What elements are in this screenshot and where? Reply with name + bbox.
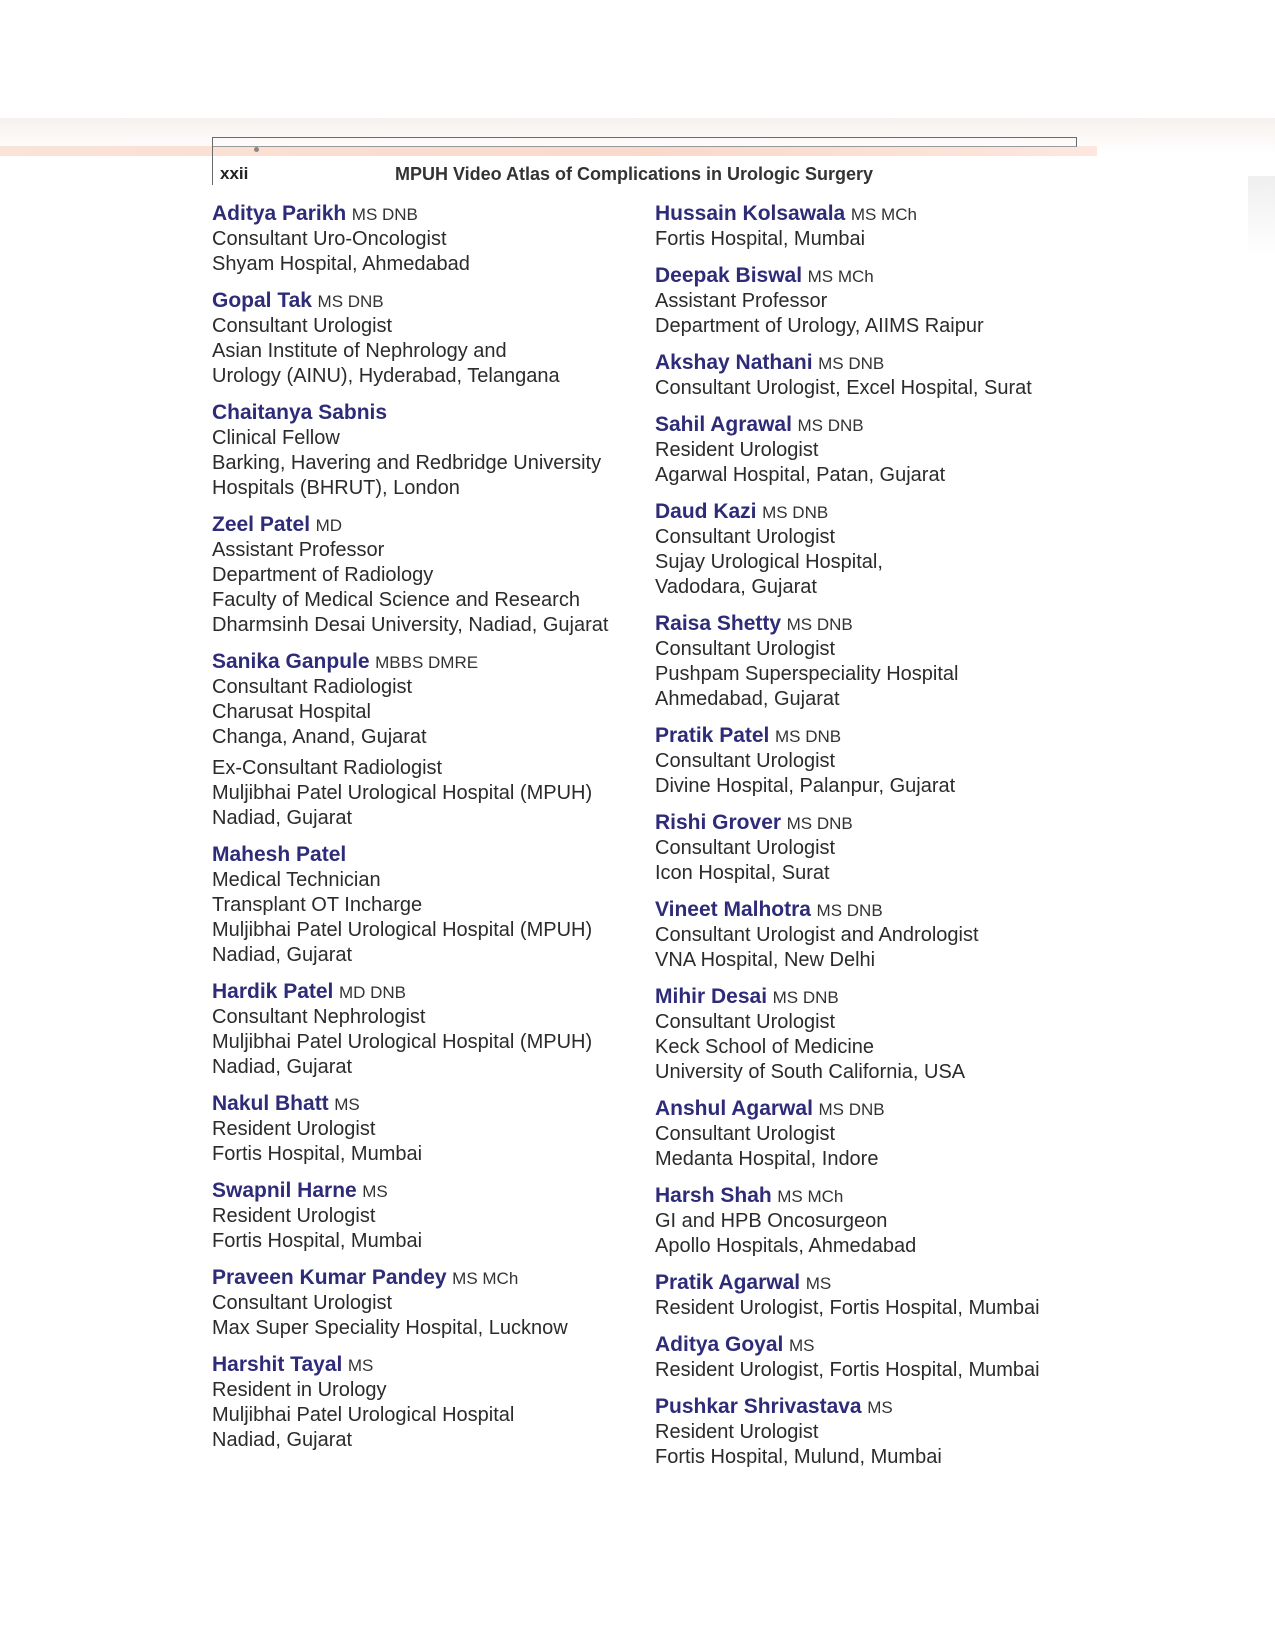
- contributor-affiliation-line: Muljibhai Patel Urological Hospital (MPUH): [212, 782, 593, 804]
- contributor-affiliation-line: Max Super Speciality Hospital, Lucknow: [212, 1317, 568, 1339]
- contributor-degrees: MS DNB: [762, 503, 829, 522]
- contributor-affiliation-line: Consultant Urologist: [212, 1292, 393, 1314]
- contributor-heading: [212, 1178, 632, 1204]
- contributor-heading: [655, 201, 1085, 227]
- contributor-name: Gopal Tak: [212, 289, 312, 312]
- contributor-affiliation-line: Resident Urologist: [212, 1205, 376, 1227]
- contributor-affiliation-line: Charusat Hospital: [212, 701, 371, 723]
- contributor-heading: [212, 288, 632, 314]
- contributor-degrees: MBBS DMRE: [375, 653, 479, 672]
- contributor-entry: [655, 984, 1085, 1085]
- contributor-name: Swapnil Harne: [212, 1179, 357, 1202]
- contributor-affiliation-line: Resident in Urology: [212, 1379, 387, 1401]
- contributor-affiliation-line: Resident Urologist: [212, 1118, 376, 1140]
- contributor-degrees: MD: [315, 516, 343, 535]
- contributor-affiliation-line: Resident Urologist: [655, 1421, 819, 1443]
- contributor-heading: [655, 984, 1085, 1010]
- contributor-affiliation-line: Fortis Hospital, Mulund, Mumbai: [655, 1446, 942, 1468]
- contributor-entry: [655, 499, 1085, 600]
- contributor-affiliation-line: Medical Technician: [212, 869, 381, 891]
- contributor-entry: [212, 1265, 632, 1341]
- contributor-heading: [212, 512, 632, 538]
- contributor-affiliation-line: Assistant Professor: [655, 290, 828, 312]
- contributor-name: Deepak Biswal: [655, 264, 803, 287]
- contributor-affiliation-line: Agarwal Hospital, Patan, Gujarat: [655, 464, 946, 486]
- contributor-entry: [655, 1270, 1085, 1321]
- contributor-entry: [212, 400, 632, 501]
- contributor-heading: [655, 1332, 1085, 1358]
- contributor-entry: [655, 1332, 1085, 1383]
- contributor-degrees: MS MCh: [850, 205, 917, 224]
- contributor-name: Rishi Grover: [655, 811, 782, 834]
- contributor-entry: [655, 412, 1085, 488]
- contributor-entry: [655, 1183, 1085, 1259]
- contributor-affiliation-line: Consultant Urologist: [655, 526, 836, 548]
- contributor-degrees: MS: [788, 1336, 815, 1355]
- contributors-left-column: [212, 201, 632, 1464]
- contributor-name: Pratik Agarwal: [655, 1271, 801, 1294]
- contributor-entry: [655, 723, 1085, 799]
- contributor-affiliation-line: Consultant Urologist: [655, 638, 836, 660]
- contributor-entry: [212, 649, 632, 831]
- contributor-affiliation-line: Divine Hospital, Palanpur, Gujarat: [655, 775, 956, 797]
- contributor-name: Daud Kazi: [655, 500, 757, 523]
- contributor-name: Aditya Goyal: [655, 1333, 784, 1356]
- contributor-affiliation-line: Consultant Urologist: [212, 315, 393, 337]
- contributor-affiliation-line: Hospitals (BHRUT), London: [212, 477, 460, 499]
- contributor-name: Hussain Kolsawala: [655, 202, 846, 225]
- contributor-heading: [655, 499, 1085, 525]
- contributor-affiliation-line: Ex-Consultant Radiologist: [212, 757, 443, 779]
- contributor-name: Pratik Patel: [655, 724, 770, 747]
- contributor-name: Aditya Parikh: [212, 202, 347, 225]
- contributor-name: Mihir Desai: [655, 985, 768, 1008]
- contributor-affiliation-line: Apollo Hospitals, Ahmedabad: [655, 1235, 917, 1257]
- contributor-entry: [655, 350, 1085, 401]
- contributor-name: Sahil Agrawal: [655, 413, 792, 436]
- contributor-entry: [212, 979, 632, 1080]
- contributor-entry: [212, 1352, 632, 1453]
- contributor-degrees: MS DNB: [797, 416, 864, 435]
- contributor-name: Raisa Shetty: [655, 612, 782, 635]
- contributor-affiliation-line: Medanta Hospital, Indore: [655, 1148, 879, 1170]
- contributor-affiliation-line: Consultant Urologist and Andrologist: [655, 924, 979, 946]
- contributor-heading: [212, 201, 632, 227]
- contributor-affiliation-line: Faculty of Medical Science and Research: [212, 589, 580, 611]
- contributor-entry: [212, 512, 632, 638]
- contributor-degrees: MS DNB: [786, 615, 853, 634]
- contributor-affiliation-line: Consultant Uro-Oncologist: [212, 228, 447, 250]
- contributor-degrees: MS DNB: [818, 1100, 885, 1119]
- contributor-degrees: MS MCh: [452, 1269, 519, 1288]
- contributor-affiliation-line: Consultant Urologist: [655, 1011, 836, 1033]
- contributor-heading: [655, 263, 1085, 289]
- contributor-heading: [212, 400, 632, 426]
- contributor-affiliation-line: Asian Institute of Nephrology and: [212, 340, 507, 362]
- contributor-affiliation-line: Resident Urologist: [655, 439, 819, 461]
- contributor-affiliation-line: Shyam Hospital, Ahmedabad: [212, 253, 470, 275]
- contributor-heading: [212, 979, 632, 1005]
- contributor-name: Hardik Patel: [212, 980, 334, 1003]
- contributor-entry: [655, 263, 1085, 339]
- contributor-name: Praveen Kumar Pandey: [212, 1266, 447, 1289]
- contributor-heading: [655, 350, 1085, 376]
- contributor-degrees: MD DNB: [338, 983, 407, 1002]
- contributor-heading: [655, 897, 1085, 923]
- contributor-heading: [655, 1270, 1085, 1296]
- contributor-degrees: MS MCh: [777, 1187, 844, 1206]
- contributor-affiliation-line: GI and HPB Oncosurgeon: [655, 1210, 888, 1232]
- contributor-affiliation-line: Transplant OT Incharge: [212, 894, 423, 916]
- header-frame-dot: [254, 147, 259, 152]
- contributor-affiliation-line: Consultant Urologist, Excel Hospital, Surat: [655, 377, 1032, 399]
- contributor-affiliation-line: Resident Urologist, Fortis Hospital, Mumbai: [655, 1359, 1040, 1381]
- contributor-affiliation-line: Nadiad, Gujarat: [212, 944, 353, 966]
- contributor-affiliation-line: Department of Radiology: [212, 564, 434, 586]
- contributor-affiliation-line: Dharmsinh Desai University, Nadiad, Gujarat: [212, 614, 609, 636]
- contributor-heading: [655, 1096, 1085, 1122]
- contributor-degrees: MS DNB: [317, 292, 384, 311]
- contributor-entry: [655, 611, 1085, 712]
- contributor-name: Vineet Malhotra: [655, 898, 811, 921]
- contributor-entry: [655, 897, 1085, 973]
- contributor-name: Chaitanya Sabnis: [212, 401, 388, 424]
- contributor-degrees: MS DNB: [816, 901, 883, 920]
- contributor-name: Sanika Ganpule: [212, 650, 370, 673]
- contributor-heading: [212, 649, 632, 675]
- contributor-affiliation-line: Urology (AINU), Hyderabad, Telangana: [212, 365, 560, 387]
- contributor-heading: [212, 1265, 632, 1291]
- contributor-affiliation-line: Consultant Nephrologist: [212, 1006, 426, 1028]
- contributor-degrees: MS DNB: [351, 205, 418, 224]
- contributor-affiliation-line: Changa, Anand, Gujarat: [212, 726, 427, 748]
- contributor-affiliation-line: Nadiad, Gujarat: [212, 807, 353, 829]
- contributor-affiliation-line: VNA Hospital, New Delhi: [655, 949, 876, 971]
- contributor-affiliation-line: Icon Hospital, Surat: [655, 862, 830, 884]
- contributor-affiliation-line: Keck School of Medicine: [655, 1036, 875, 1058]
- contributor-affiliation-line: Assistant Professor: [212, 539, 385, 561]
- contributor-heading: [212, 1352, 632, 1378]
- contributor-affiliation-line: Nadiad, Gujarat: [212, 1429, 353, 1451]
- contributor-degrees: MS DNB: [774, 727, 842, 746]
- contributor-degrees: MS: [805, 1274, 832, 1293]
- contributor-heading: [655, 412, 1085, 438]
- contributors-right-column: [655, 201, 1085, 1481]
- page-side-tab: [1248, 176, 1275, 256]
- contributor-affiliation-line: Barking, Havering and Redbridge University: [212, 452, 602, 474]
- contributor-degrees: MS: [362, 1182, 388, 1201]
- contributor-affiliation-line: Pushpam Superspeciality Hospital: [655, 663, 959, 685]
- contributor-degrees: MS MCh: [807, 267, 874, 286]
- contributor-affiliation-line: Muljibhai Patel Urological Hospital: [212, 1404, 515, 1426]
- contributor-affiliation-line: Muljibhai Patel Urological Hospital (MPUH): [212, 919, 593, 941]
- contributor-degrees: MS DNB: [772, 988, 839, 1007]
- contributor-name: Harshit Tayal: [212, 1353, 343, 1376]
- contributor-affiliation-line: University of South California, USA: [655, 1061, 966, 1083]
- contributor-affiliation-line: Resident Urologist, Fortis Hospital, Mumbai: [655, 1297, 1040, 1319]
- contributor-affiliation-line: Ahmedabad, Gujarat: [655, 688, 840, 710]
- contributor-affiliation-line: Consultant Urologist: [655, 1123, 836, 1145]
- contributor-heading: [655, 810, 1085, 836]
- contributor-name: Nakul Bhatt: [212, 1092, 329, 1115]
- contributor-affiliation-line: Consultant Urologist: [655, 837, 836, 859]
- contributor-affiliation-line: Vadodara, Gujarat: [655, 576, 817, 598]
- page-number: xxii: [220, 164, 249, 183]
- contributor-affiliation-line: Fortis Hospital, Mumbai: [655, 228, 866, 250]
- contributor-affiliation-line: Consultant Radiologist: [212, 676, 413, 698]
- contributor-name: Akshay Nathani: [655, 351, 813, 374]
- contributor-degrees: MS: [867, 1398, 893, 1417]
- contributor-heading: [655, 611, 1085, 637]
- contributor-heading: [655, 1183, 1085, 1209]
- contributor-heading: [212, 1091, 632, 1117]
- contributor-name: Anshul Agarwal: [655, 1097, 813, 1120]
- contributor-heading: [212, 842, 632, 868]
- contributor-affiliation-line: Muljibhai Patel Urological Hospital (MPUH): [212, 1031, 593, 1053]
- contributor-name: Zeel Patel: [212, 513, 311, 536]
- header-frame-rule: [212, 137, 1077, 147]
- contributor-entry: [212, 201, 632, 277]
- contributor-entry: [212, 288, 632, 389]
- contributor-degrees: MS: [334, 1095, 360, 1114]
- header-frame-left-rule: [212, 137, 213, 185]
- contributor-entry: [212, 1178, 632, 1254]
- contributor-entry: [655, 201, 1085, 252]
- contributor-degrees: MS DNB: [786, 814, 853, 833]
- contributor-degrees: MS DNB: [818, 354, 885, 373]
- contributor-entry: [655, 1096, 1085, 1172]
- header-accent-stripe: [0, 146, 1097, 156]
- contributor-entry: [212, 1091, 632, 1167]
- contributor-name: Harsh Shah: [655, 1184, 772, 1207]
- contributor-name: Pushkar Shrivastava: [655, 1395, 862, 1418]
- contributor-name: Mahesh Patel: [212, 843, 347, 866]
- contributor-degrees: MS: [347, 1356, 374, 1375]
- contributor-affiliation-line: Consultant Urologist: [655, 750, 836, 772]
- contributor-entry: [655, 1394, 1085, 1470]
- contributor-entry: [655, 810, 1085, 886]
- contributor-affiliation-line: Clinical Fellow: [212, 427, 340, 449]
- contributor-heading: [655, 1394, 1085, 1420]
- contributor-entry: [212, 842, 632, 968]
- contributor-affiliation-line: Fortis Hospital, Mumbai: [212, 1143, 423, 1165]
- contributor-affiliation-line: Nadiad, Gujarat: [212, 1056, 353, 1078]
- contributor-affiliation-line: Fortis Hospital, Mumbai: [212, 1230, 423, 1252]
- contributor-heading: [655, 723, 1085, 749]
- contributor-affiliation-line: Department of Urology, AIIMS Raipur: [655, 315, 984, 337]
- running-title: MPUH Video Atlas of Complications in Urologic Surgery: [395, 164, 874, 184]
- contributor-affiliation-line: Sujay Urological Hospital,: [655, 551, 883, 573]
